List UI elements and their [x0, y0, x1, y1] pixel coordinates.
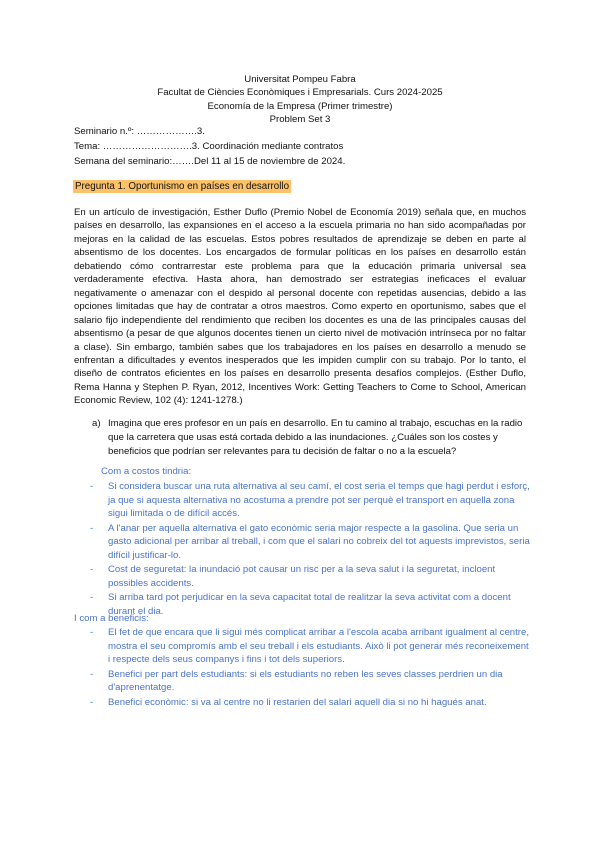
benefit-item: [90, 626, 530, 667]
document-header: [0, 73, 600, 126]
list-dash: -: [90, 627, 94, 638]
sub-question-letter: a): [92, 418, 101, 429]
problem-set-title: Problem Set 3: [269, 113, 331, 125]
benefit-text: Benefici econòmic: si va al centre no li restarien del salari aquell dia si no hi hagués anat.: [108, 696, 487, 708]
seminar-meta: [74, 125, 345, 169]
question-body: [74, 206, 526, 408]
cost-text: Si considera buscar una ruta alternativa al seu camí, el cost seria el temps que hagi perdut i esforç, ja que si aquesta alternativa no acostuma a prendre pot ser perquè el transport en aquella zona sigui limitada o de difícil accés.: [108, 481, 530, 519]
list-dash: -: [90, 696, 94, 708]
cost-text: Si arriba tard pot perjudicar en la seva capacitat total de realitzar la seva activitat com a docent durant el dia.: [108, 592, 511, 617]
university-name: Universitat Pompeu Fabra: [244, 74, 356, 85]
list-dash: -: [90, 668, 94, 680]
question-title: Pregunta 1. Oportunismo en países en desarrollo: [75, 181, 290, 192]
cost-item: [90, 563, 530, 590]
sub-question-text: Imagina que eres profesor en un país en desarrollo. En tu camino al trabajo, escuchas en la radio que la carretera que usas está cortada debido a las inundaciones. ¿Cuáles son los costes y beneficios que podrían ser relevantes para tu decisión de faltar o no a la escuela?: [108, 418, 523, 457]
sub-question-a: [92, 417, 524, 459]
benefits-heading: I com a beneficis:: [74, 613, 149, 624]
benefit-item: [90, 668, 530, 695]
list-dash: -: [90, 522, 94, 534]
course-line: Economía de la Empresa (Primer trimestre): [207, 100, 393, 112]
benefit-item: [90, 696, 530, 710]
seminar-week: Semana del seminario:…….Del 11 al 15 de noviembre de 2024.: [74, 155, 346, 167]
faculty-line: Facultat de Ciències Econòmiques i Empresarials. Curs 2024-2025: [157, 87, 443, 99]
cost-text: A l'anar per aquella alternativa el gato econòmic seria major respecte a la gasolina. Que seria un gasto adicional per arribar al treball, i com que el salari no cobreix del tot aquests imprevistos, seria difícil justificar-lo.: [108, 522, 530, 561]
cost-item: [90, 522, 530, 563]
benefits-list: [90, 626, 530, 710]
cost-item: [90, 591, 530, 618]
list-dash: -: [90, 481, 94, 492]
question-paragraph: En un artículo de investigación, Esther Duflo (Premio Nobel de Economía 2019) señala que, en muchos países en desarrollo, las expansiones en el acceso a la escuela primaria no han sido acompañadas por mejoras en la calidad de las escuelas. Estos pobres resultados de aprendizaje se deben en parte al absentismo de los docentes. Los encargados de formular políticas en los países en desarrollo están debatiendo cómo contrarrestar este problema para que la educación primaria universal sea verdaderamente efectiva. Hasta ahora, han demostrado ser estrategias ineficaces el evaluar negativamente o amenazar con el despido al personal docente con repetidas ausencias, debido a las opciones limitadas que hay de contratar a otros maestros. Como experto en oportunismo, sabes que el salario fijo independiente del rendimiento que reciben los docentes es una de las principales causas del absentismo (a pesar de que algunos docentes tienen un cierto nivel de motivación intrínseca por no faltar a clase). Sin embargo, también sabes que los trabajadores en los países en desarrollo a menudo se enfrentan a dificultades y eventos inesperados que les impiden cumplir con su trabajo. Por lo tanto, el diseño de contratos eficientes en los países en desarrollo presenta desafíos complejos. (Esther Duflo, Rema Hanna y Stephen P. Ryan, 2012, Incentives Work: Getting Teachers to Come to School, American Economic Review, 102 (4): 1241-1278.): [74, 207, 526, 407]
list-dash: -: [90, 592, 94, 603]
costs-list: [90, 480, 530, 619]
list-dash: -: [90, 564, 94, 575]
costs-heading: Com a costos tindria:: [101, 466, 192, 477]
seminar-topic: Tema: ……………………….3. Coordinación mediante contratos: [74, 140, 344, 152]
cost-text: Cost de seguretat: la inundació pot causar un risc per a la seva salut i la seguretat, incloent possibles accidents.: [108, 564, 496, 589]
benefit-text: El fet de que encara que li sigui més complicat arribar a l'escola acaba arribant igualment al centre, mostra el seu compromís amb el seu treball i els estudiants. Això li pot generar més reconeixement i respecte dels seus companys i fins i tot dels superiors.: [108, 627, 529, 665]
benefit-text: Benefici per part dels estudiants: si els estudiants no reben les seves classes perdrien un dia d'aprenentatge.: [108, 668, 503, 693]
seminar-number: Seminario n.º: ……………….3.: [74, 126, 205, 137]
cost-item: [90, 480, 530, 521]
